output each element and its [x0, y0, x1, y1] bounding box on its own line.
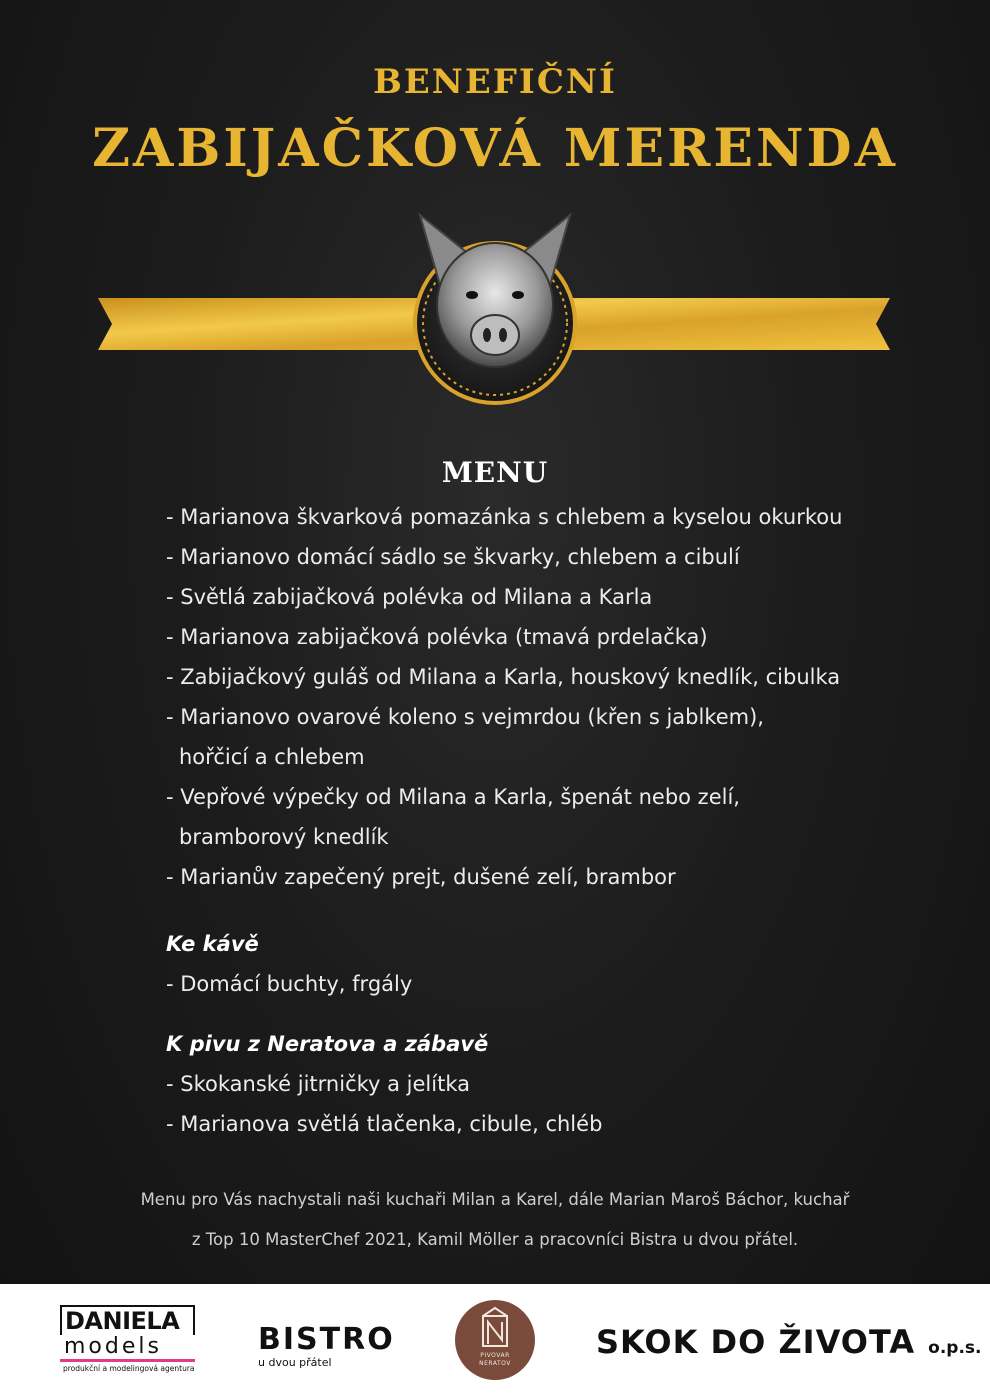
skok-logo-suffix: o.p.s. [928, 1338, 982, 1358]
coffee-heading: Ke kávě [166, 932, 259, 956]
pig-head-icon [400, 205, 590, 405]
menu-item: - Vepřové výpečky od Milana a Karla, špenát nebo zelí, [166, 785, 740, 809]
pivovar-logo-text [455, 1352, 535, 1368]
menu-item: - Světlá zabijačková polévka od Milana a Karla [166, 585, 653, 609]
beer-heading: K pivu z Neratova a zábavě [166, 1032, 489, 1056]
daniela-logo-mid: models [60, 1335, 195, 1362]
daniela-logo-top: DANIELA [60, 1305, 195, 1335]
beer-item: - Marianova světlá tlačenka, cibule, chléb [166, 1112, 603, 1136]
menu-heading: MENU [441, 456, 549, 489]
bistro-logo [258, 1324, 395, 1369]
menu-item: - Zabijačkový guláš od Milana a Karla, houskový knedlík, cibulka [166, 665, 841, 689]
bistro-logo-sub: u dvou přátel [258, 1356, 332, 1369]
skok-do-zivota-logo [596, 1323, 982, 1361]
bistro-logo-name: BISTRO [258, 1322, 395, 1357]
skok-logo-name: SKOK DO ŽIVOTA [596, 1323, 916, 1361]
menu-item-continuation: bramborový knedlík [179, 825, 389, 849]
menu-item: - Marianovo ovarové koleno s vejmrdou (křen s jablkem), [166, 705, 764, 729]
credits-line: Menu pro Vás nachystali naši kuchaři Milan a Karel, dále Marian Maroš Báchor, kuchař [140, 1190, 850, 1209]
menu-list [166, 497, 926, 897]
event-subtitle: BENEFIČNÍ [373, 62, 617, 102]
daniela-logo-sub: produkční a modelingová agentura [63, 1364, 195, 1373]
daniela-models-logo [60, 1305, 195, 1373]
menu-item: - Marianovo domácí sádlo se škvarky, chlebem a cibulí [166, 545, 740, 569]
menu-item: - Marianova škvarková pomazánka s chlebem a kyselou okurkou [166, 505, 843, 529]
coffee-item: - Domácí buchty, frgály [166, 972, 413, 996]
beer-item: - Skokanské jitrničky a jelítka [166, 1072, 470, 1096]
credits [0, 1180, 990, 1260]
pivovar-line2: NERATOV [479, 1360, 511, 1367]
menu-item: - Marianova zabijačková polévka (tmavá prdelačka) [166, 625, 708, 649]
pivovar-neratov-logo [455, 1300, 535, 1380]
credits-line: z Top 10 MasterChef 2021, Kamil Möller a pracovníci Bistra u dvou přátel. [191, 1230, 799, 1249]
pivovar-line1: PIVOVAR [480, 1352, 510, 1359]
menu-item: - Marianův zapečený prejt, dušené zelí, brambor [166, 865, 676, 889]
menu-item-continuation: hořčicí a chlebem [179, 745, 365, 769]
pivovar-emblem-icon [455, 1300, 535, 1350]
event-title: ZABIJAČKOVÁ MERENDA [92, 118, 898, 179]
